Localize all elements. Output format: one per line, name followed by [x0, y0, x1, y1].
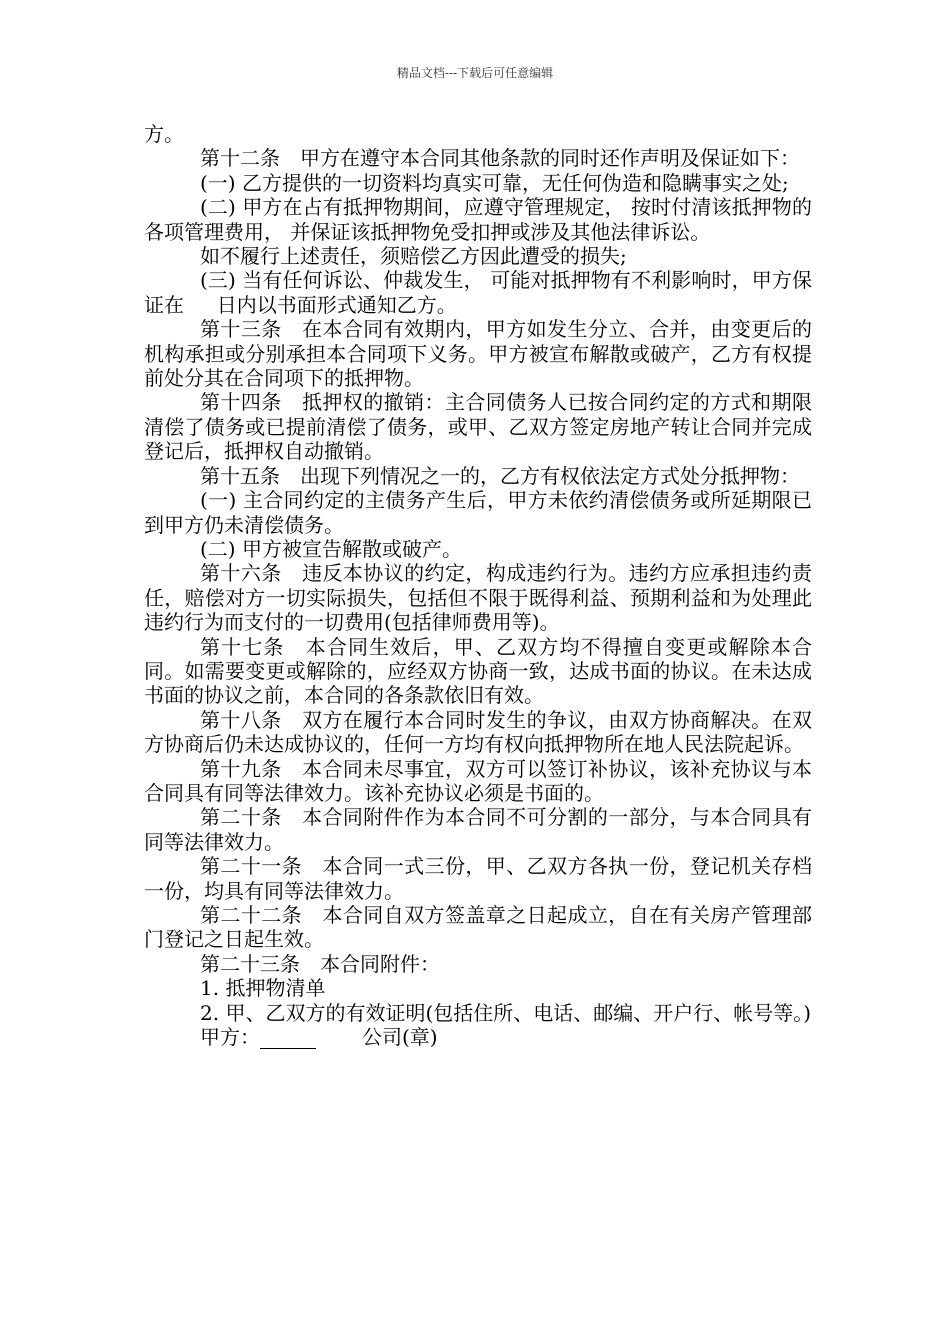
paragraph: 第十八条 双方在履行本合同时发生的争议，由双方协商解决。在双方协商后仍未达成协议的，任何一方均有权向抵押物所在地人民法院起诉。	[144, 707, 812, 757]
paragraph: 第二十条 本合同附件作为本合同不可分割的一部分，与本合同具有同等法律效力。	[144, 805, 812, 854]
paragraph: 第十二条 甲方在遵守本合同其他条款的同时还作声明及保证如下：	[200, 146, 800, 171]
paragraph: (二) 甲方在占有抵押物期间，应遵守管理规定， 按时付清该抵押物的各项管理费用， 并保证该抵押物免受扣押或涉及其他法律诉讼。	[144, 195, 812, 244]
paragraph: (一) 乙方提供的一切资料均真实可靠，无任何伪造和隐瞒事实之处;	[200, 170, 789, 195]
paragraph: (一) 主合同约定的主债务产生后，甲方未依约清偿债务或所延期限已到甲方仍未清偿债务。	[144, 488, 812, 537]
paragraph: 第二十二条 本合同自双方签盖章之日起成立，自在有关房产管理部门登记之日起生效。	[144, 903, 812, 952]
paragraph: 第十七条 本合同生效后，甲、乙双方均不得擅自变更或解除本合同。如需要变更或解除的，应经双方协商一致，达成书面的协议。在未达成书面的协议之前，本合同的各条款依旧有效。	[144, 634, 812, 708]
paragraph: 如不履行上述责任，须赔偿乙方因此遭受的损失;	[200, 244, 627, 269]
paragraph: (三) 当有任何诉讼、仲裁发生， 可能对抵押物有不利影响时，甲方保证在 日内以书面形式通知乙方。	[144, 268, 812, 317]
paragraph: 方。	[144, 122, 184, 146]
paragraph: 第十三条 在本合同有效期内，甲方如发生分立、合并，由变更后的机构承担或分别承担本合同项下义务。甲方被宣布解散或破产，乙方有权提前处分其在合同项下的抵押物。	[144, 317, 812, 391]
paragraph: 第十五条 出现下列情况之一的，乙方有权依法定方式处分抵押物：	[200, 463, 800, 488]
list-item: 2. 甲、乙双方的有效证明(包括住所、电话、邮编、开户行、帐号等。)	[200, 1000, 812, 1025]
paragraph: 第十九条 本合同未尽事宜，双方可以签订补协议，该补充协议与本合同具有同等法律效力。该补充协议必须是书面的。	[144, 756, 812, 805]
paragraph: 第二十一条 本合同一式三份，甲、乙双方各执一份，登记机关存档一份，均具有同等法律效力。	[144, 854, 812, 903]
signature-label: 甲方：	[200, 1025, 260, 1050]
paragraph: 第十六条 违反本协议的约定，构成违约行为。违约方应承担违约责任，赔偿对方一切实际损失，包括但不限于既得利益、预期利益和为处理此违约行为而支付的一切费用(包括律师费用等)。	[144, 561, 812, 635]
signature-line	[144, 1025, 812, 1049]
list-item: 1. 抵押物清单	[200, 976, 326, 1001]
paragraph: 第二十三条 本合同附件：	[200, 951, 440, 976]
signature-blank	[260, 1030, 316, 1049]
paragraph: (二) 甲方被宣告解散或破产。	[200, 536, 462, 561]
page-header: 精品文档---下载后可任意编辑	[396, 66, 554, 80]
paragraph: 第十四条 抵押权的撤销：主合同债务人已按合同约定的方式和期限清偿了债务或已提前清偿了债务，或甲、乙双方签定房地产转让合同并完成登记后，抵押权自动撤销。	[144, 390, 812, 464]
document-body	[144, 122, 812, 1049]
signature-company: 公司(章)	[362, 1025, 438, 1050]
